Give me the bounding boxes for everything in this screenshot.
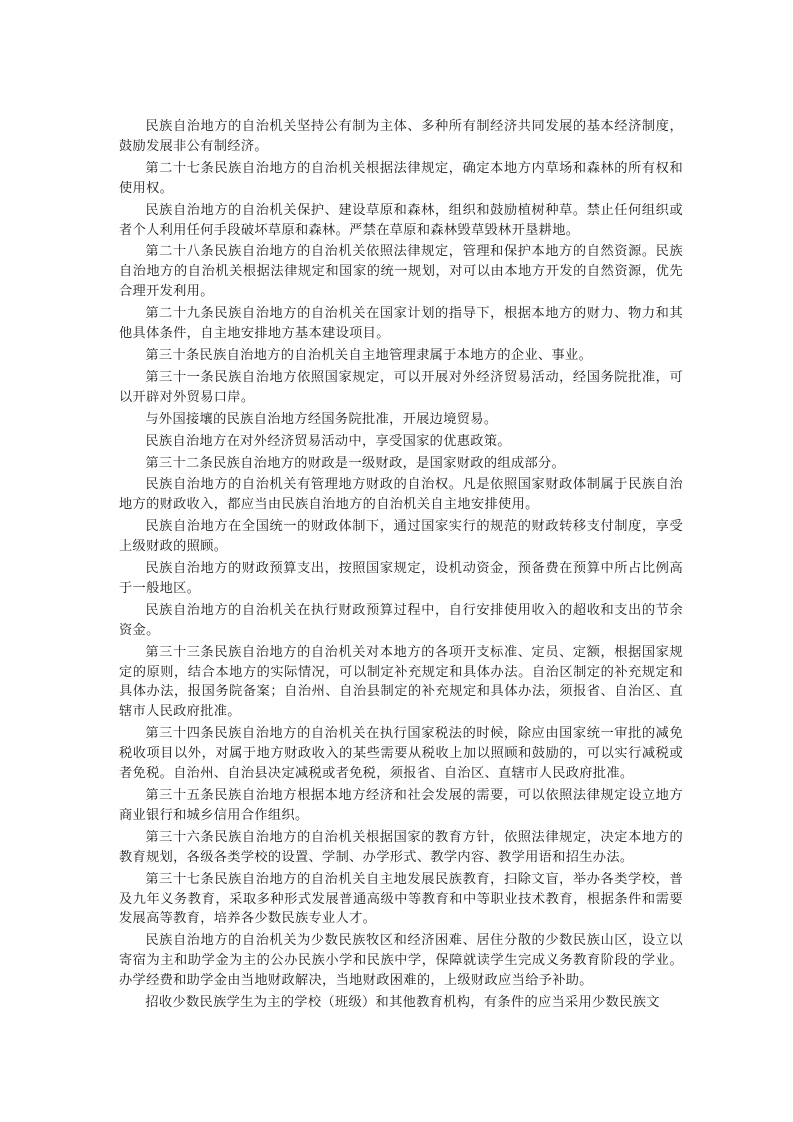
paragraph: 招收少数民族学生为主的学校（班级）和其他教育机构，有条件的应当采用少数民族文 — [145, 995, 660, 1011]
paragraph: 第三十三条民族自治地方的自治机关对本地方的各项开支标准、定员、定额，根据国家规定的原则，结合本地方的实际情况，可以制定补充规定和具体办法。自治区制定的补充规定和具体办法，报国务院备案；自治州、自治县制定的补充规定和具体办法，须报省、自治区、直辖市人民政府批准。 — [119, 644, 683, 720]
paragraph: 第三十七条民族自治地方的自治机关自主地发展民族教育，扫除文盲，举办各类学校，普及九年义务教育，采取多种形式发展普通高级中等教育和中等职业技术教育，根据条件和需要发展高等教育，培养各少数民族专业人才。 — [119, 871, 683, 927]
paragraph: 民族自治地方在对外经济贸易活动中，享受国家的优惠政策。 — [145, 433, 511, 449]
paragraph: 民族自治地方的自治机关在执行财政预算过程中，自行安排使用收入的超收和支出的节余资金。 — [119, 602, 683, 638]
paragraph: 民族自治地方在全国统一的财政体制下，通过国家实行的规范的财政转移支付制度，享受上级财政的照顾。 — [119, 519, 683, 555]
paragraph: 第三十六条民族自治地方的自治机关根据国家的教育方针，依照法律规定，决定本地方的教育规划，各级各类学校的设置、学制、办学形式、教学内容、教学用语和招生办法。 — [119, 829, 683, 865]
paragraph: 第三十四条民族自治地方的自治机关在执行国家税法的时候，除应由国家统一审批的减免税收项目以外，对属于地方财政收入的某些需要从税收上加以照顾和鼓励的，可以实行减税或者免税。自治州、自治县决定减税或者免税，须报省、自治区、直辖市人民政府批准。 — [119, 726, 683, 782]
paragraph: 民族自治地方的财政预算支出，按照国家规定，设机动资金，预备费在预算中所占比例高于一般地区。 — [119, 561, 683, 596]
document-body — [119, 117, 683, 1015]
paragraph: 第二十九条民族自治地方的自治机关在国家计划的指导下，根据本地方的财力、物力和其他具体条件，自主地安排地方基本建设项目。 — [119, 306, 683, 342]
paragraph: 民族自治地方的自治机关保护、建设草原和森林，组织和鼓励植树种草。禁止任何组织或者个人利用任何手段破坏草原和森林。严禁在草原和森林毁草毁林开垦耕地。 — [119, 202, 683, 238]
paragraph: 民族自治地方的自治机关为少数民族牧区和经济困难、居住分散的少数民族山区，设立以寄宿为主和助学金为主的公办民族小学和民族中学，保障就读学生完成义务教育阶段的学业。办学经费和助学金由当地财政解决，当地财政困难的，上级财政应当给予补助。 — [119, 933, 683, 989]
paragraph: 第二十七条民族自治地方的自治机关根据法律规定，确定本地方内草场和森林的所有权和使用权。 — [119, 160, 683, 196]
paragraph: 民族自治地方的自治机关坚持公有制为主体、多种所有制经济共同发展的基本经济制度，鼓励发展非公有制经济。 — [119, 119, 683, 154]
paragraph: 第三十条民族自治地方的自治机关自主地管理隶属于本地方的企业、事业。 — [145, 347, 593, 363]
paragraph: 与外国接壤的民族自治地方经国务院批准，开展边境贸易。 — [145, 411, 498, 427]
paragraph: 第三十五条民族自治地方根据本地方经济和社会发展的需要，可以依照法律规定设立地方商业银行和城乡信用合作组织。 — [119, 788, 683, 823]
paragraph: 民族自治地方的自治机关有管理地方财政的自治权。凡是依照国家财政体制属于民族自治地方的财政收入，都应当由民族自治地方的自治机关自主地安排使用。 — [119, 477, 683, 513]
paragraph: 第三十二条民族自治地方的财政是一级财政，是国家财政的组成部分。 — [145, 455, 566, 471]
paragraph: 第三十一条民族自治地方依照国家规定，可以开展对外经济贸易活动，经国务院批准，可以开辟对外贸易口岸。 — [119, 369, 683, 405]
paragraph: 第二十八条民族自治地方的自治机关依照法律规定，管理和保护本地方的自然资源。民族自治地方的自治机关根据法律规定和国家的统一规划，对可以由本地方开发的自然资源，优先合理开发利用。 — [119, 244, 683, 300]
